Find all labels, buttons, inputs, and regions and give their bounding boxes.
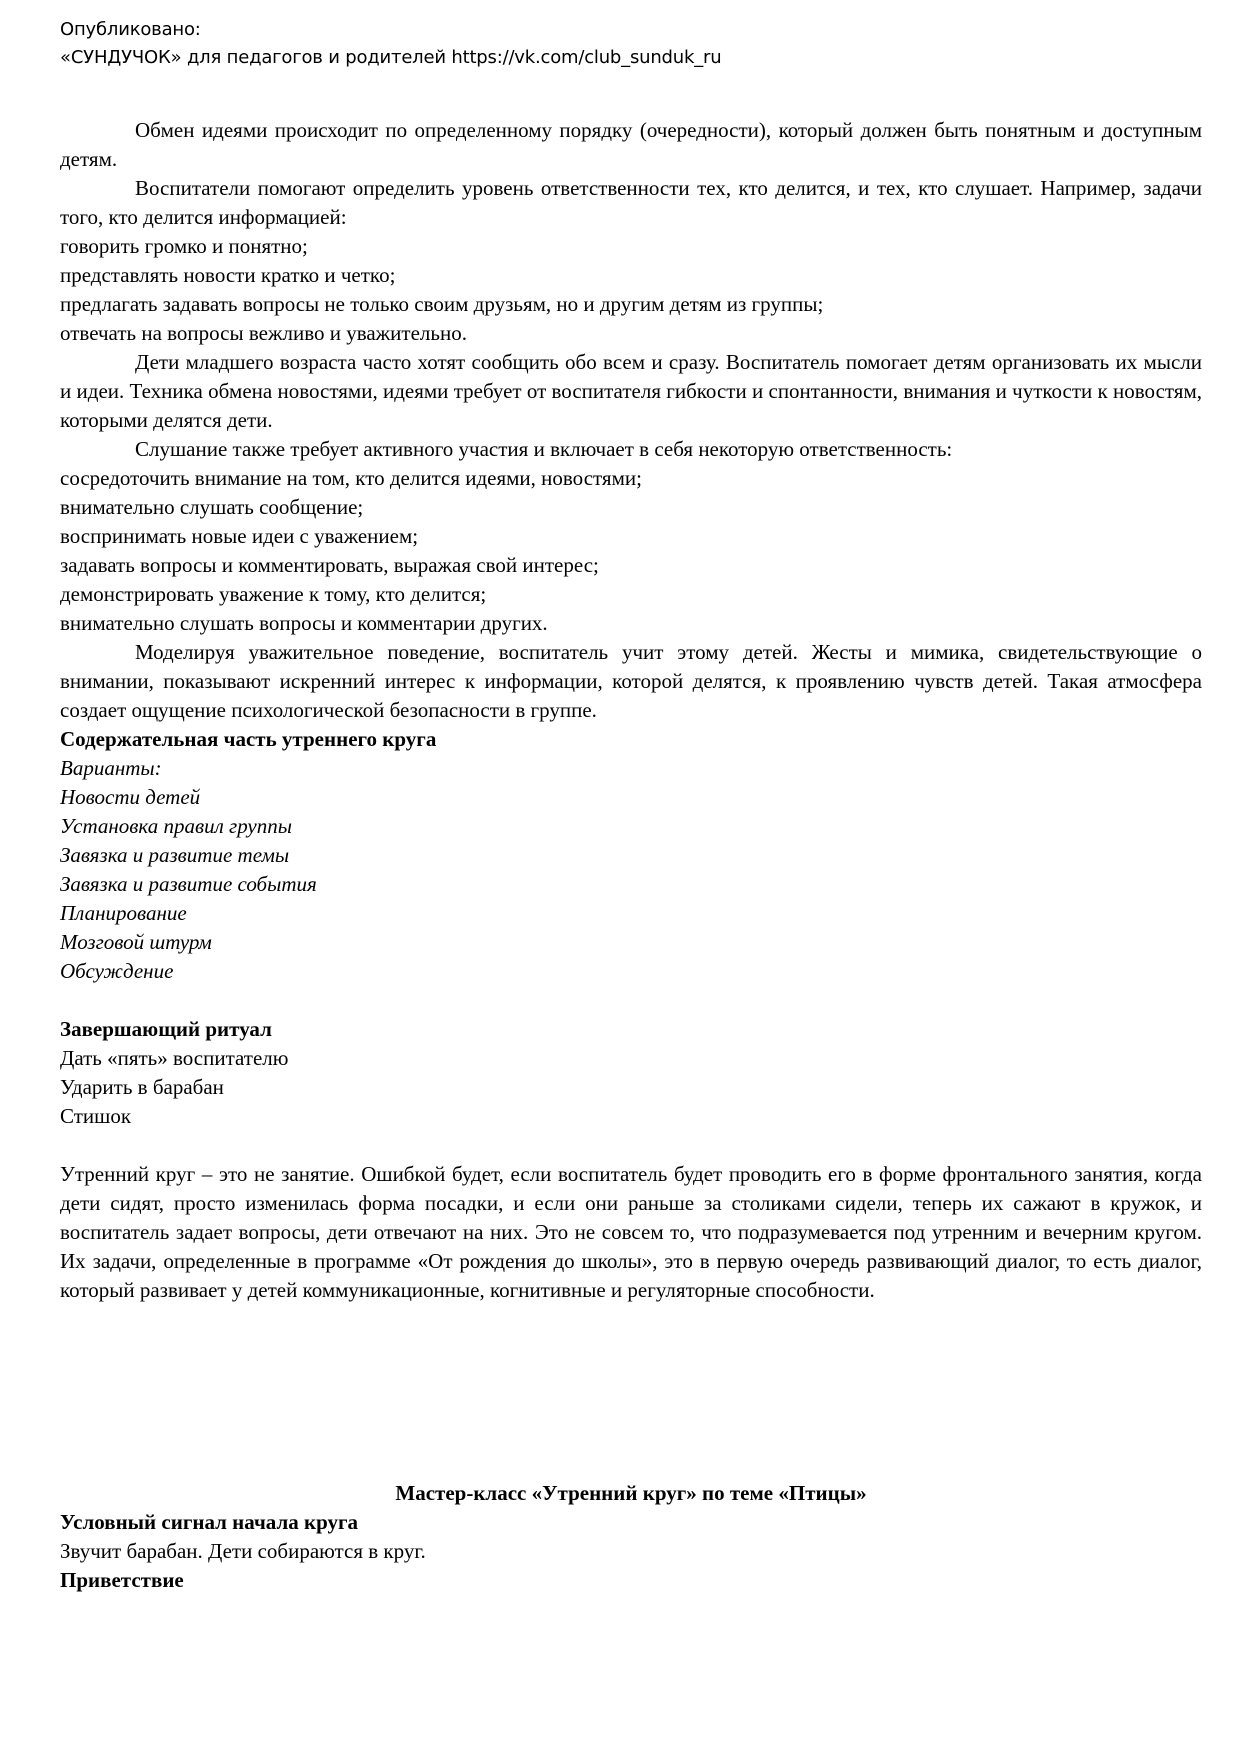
list-item: Планирование	[60, 901, 187, 925]
source-line: «СУНДУЧОК» для педагогов и родителей https://vk.com/club_sunduk_ru	[60, 47, 722, 68]
list-item: Мозговой штурм	[60, 930, 212, 954]
list-item: воспринимать новые идеи с уважением;	[60, 524, 419, 548]
greeting-heading: Приветствие	[60, 1568, 184, 1592]
paragraph-not-a-lesson: Утренний круг – это не занятие. Ошибкой будет, если воспитатель будет проводить его в форме фронтального занятия, когда дети сидят, просто изменилась форма посадки, и если они раньше за столиками сидели, теперь их сажают в кружок, и воспитатель задает вопросы, дети отвечают на них. Это не совсем то, что подразумевается под утренним и вечерним кругом. Их задачи, определенные в программе «От рождения до школы», это в первую очередь развивающий диалог, то есть диалог, который развивает у детей коммуникационные, когнитивные и регуляторные способности.	[60, 1162, 1202, 1302]
spacer	[60, 1131, 1202, 1160]
list-item: внимательно слушать сообщение;	[60, 495, 364, 519]
paragraph-young-children: Дети младшего возраста часто хотят сообщить обо всем и сразу. Воспитатель помогает детям организовать их мысли и идеи. Техника обмена новостями, идеями требует от воспитателя гибкости и спонтанности, внимания и чуткости к новостям, которыми делятся дети.	[60, 350, 1202, 432]
speaker-tasks-list	[60, 232, 1202, 348]
list-item: Дать «пять» воспитателю	[60, 1046, 289, 1070]
list-item: Обсуждение	[60, 959, 174, 983]
list-item: демонстрировать уважение к тому, кто делится;	[60, 582, 487, 606]
published-label: Опубликовано:	[60, 19, 201, 40]
paragraph-exchange-order: Обмен идеями происходит по определенному порядку (очередности), который должен быть понятным и доступным детям.	[60, 118, 1202, 171]
document-body	[60, 116, 1202, 1595]
list-item: говорить громко и понятно;	[60, 234, 308, 258]
listener-tasks-list	[60, 464, 1202, 638]
signal-text: Звучит барабан. Дети собираются в круг.	[60, 1539, 426, 1563]
list-item: Завязка и развитие события	[60, 872, 317, 896]
list-item: внимательно слушать вопросы и комментарии других.	[60, 611, 548, 635]
variants-list	[60, 783, 1202, 986]
paragraph-responsibility: Воспитатели помогают определить уровень ответственности тех, кто делится, и тех, кто слушает. Например, задачи того, кто делится информацией:	[60, 176, 1202, 229]
variants-label: Варианты:	[60, 756, 162, 780]
closing-heading: Завершающий ритуал	[60, 1017, 272, 1041]
signal-heading: Условный сигнал начала круга	[60, 1510, 359, 1534]
master-class-title: Мастер-класс «Утренний круг» по теме «Птицы»	[395, 1481, 867, 1505]
spacer	[60, 986, 1202, 1015]
list-item: отвечать на вопросы вежливо и уважительно.	[60, 321, 467, 345]
content-heading: Содержательная часть утреннего круга	[60, 727, 437, 751]
list-item: задавать вопросы и комментировать, выражая свой интерес;	[60, 553, 599, 577]
list-item: Установка правил группы	[60, 814, 292, 838]
list-item: представлять новости кратко и четко;	[60, 263, 396, 287]
list-item: Завязка и развитие темы	[60, 843, 290, 867]
closing-list	[60, 1044, 1202, 1131]
list-item: Новости детей	[60, 785, 201, 809]
list-item: предлагать задавать вопросы не только своим друзьям, но и другим детям из группы;	[60, 292, 824, 316]
paragraph-modeling: Моделируя уважительное поведение, воспитатель учит этому детей. Жесты и мимика, свидетельствующие о внимании, показывают искренний интерес к информации, которой делятся, к проявлению чувств детей. Такая атмосфера создает ощущение психологической безопасности в группе.	[60, 640, 1202, 722]
list-item: сосредоточить внимание на том, кто делится идеями, новостями;	[60, 466, 642, 490]
list-item: Стишок	[60, 1104, 132, 1128]
publication-header	[60, 16, 1060, 72]
list-item: Ударить в барабан	[60, 1075, 224, 1099]
spacer	[60, 1305, 1202, 1479]
paragraph-listening: Слушание также требует активного участия и включает в себя некоторую ответственность:	[135, 437, 953, 461]
